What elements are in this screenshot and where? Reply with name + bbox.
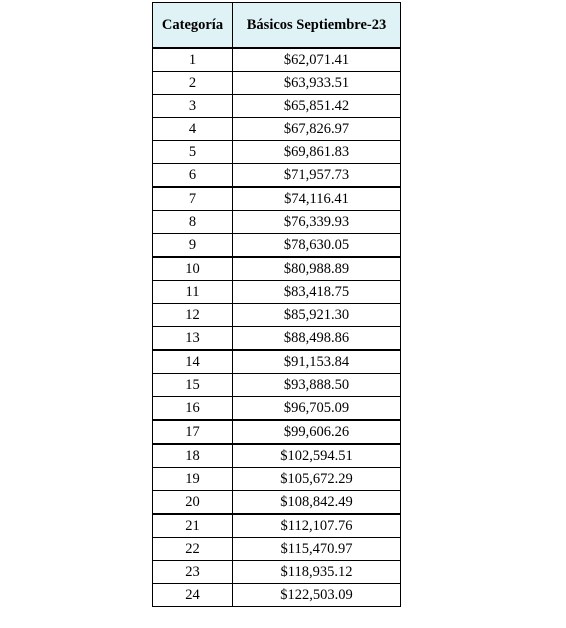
amount-cell: $112,107.76 <box>233 514 401 538</box>
table-row <box>153 374 401 397</box>
amount-cell: $108,842.49 <box>233 491 401 515</box>
amount-cell: $76,339.93 <box>233 211 401 234</box>
amount-cell: $93,888.50 <box>233 374 401 397</box>
table-row <box>153 164 401 188</box>
category-cell: 11 <box>153 281 233 304</box>
table-row <box>153 118 401 141</box>
category-cell: 16 <box>153 397 233 421</box>
category-cell: 7 <box>153 187 233 211</box>
amount-cell: $88,498.86 <box>233 327 401 351</box>
category-cell: 15 <box>153 374 233 397</box>
amount-cell: $83,418.75 <box>233 281 401 304</box>
amount-cell: $122,503.09 <box>233 584 401 607</box>
table-row <box>153 187 401 211</box>
table-row <box>153 491 401 515</box>
amount-cell: $102,594.51 <box>233 444 401 468</box>
category-cell: 18 <box>153 444 233 468</box>
category-cell: 12 <box>153 304 233 327</box>
category-cell: 9 <box>153 234 233 258</box>
category-cell: 20 <box>153 491 233 515</box>
amount-cell: $65,851.42 <box>233 95 401 118</box>
table-row <box>153 304 401 327</box>
table-row <box>153 141 401 164</box>
table-row <box>153 257 401 281</box>
table-row <box>153 327 401 351</box>
category-cell: 6 <box>153 164 233 188</box>
amount-cell: $118,935.12 <box>233 561 401 584</box>
table-row <box>153 281 401 304</box>
table-row <box>153 514 401 538</box>
table-header <box>153 3 401 49</box>
amount-cell: $78,630.05 <box>233 234 401 258</box>
amount-cell: $71,957.73 <box>233 164 401 188</box>
table-row <box>153 561 401 584</box>
amount-cell: $74,116.41 <box>233 187 401 211</box>
amount-cell: $96,705.09 <box>233 397 401 421</box>
table-row <box>153 48 401 72</box>
category-cell: 19 <box>153 468 233 491</box>
category-cell: 23 <box>153 561 233 584</box>
header-categoria: Categoría <box>153 3 233 49</box>
category-cell: 17 <box>153 420 233 444</box>
category-cell: 2 <box>153 72 233 95</box>
header-basicos: Básicos Septiembre-23 <box>233 3 401 49</box>
salary-table <box>152 2 401 607</box>
table-row <box>153 72 401 95</box>
amount-cell: $63,933.51 <box>233 72 401 95</box>
table-row <box>153 234 401 258</box>
category-cell: 14 <box>153 350 233 374</box>
category-cell: 5 <box>153 141 233 164</box>
table-row <box>153 420 401 444</box>
header-row <box>153 3 401 49</box>
table-row <box>153 468 401 491</box>
amount-cell: $62,071.41 <box>233 48 401 72</box>
category-cell: 10 <box>153 257 233 281</box>
table-row <box>153 444 401 468</box>
category-cell: 13 <box>153 327 233 351</box>
amount-cell: $115,470.97 <box>233 538 401 561</box>
table-row <box>153 95 401 118</box>
amount-cell: $105,672.29 <box>233 468 401 491</box>
table-body <box>153 48 401 607</box>
amount-cell: $85,921.30 <box>233 304 401 327</box>
category-cell: 3 <box>153 95 233 118</box>
table-row <box>153 350 401 374</box>
table-row <box>153 211 401 234</box>
category-cell: 21 <box>153 514 233 538</box>
table-row <box>153 397 401 421</box>
table-row <box>153 584 401 607</box>
category-cell: 22 <box>153 538 233 561</box>
amount-cell: $80,988.89 <box>233 257 401 281</box>
table-row <box>153 538 401 561</box>
category-cell: 1 <box>153 48 233 72</box>
amount-cell: $67,826.97 <box>233 118 401 141</box>
amount-cell: $91,153.84 <box>233 350 401 374</box>
category-cell: 8 <box>153 211 233 234</box>
category-cell: 4 <box>153 118 233 141</box>
amount-cell: $69,861.83 <box>233 141 401 164</box>
category-cell: 24 <box>153 584 233 607</box>
amount-cell: $99,606.26 <box>233 420 401 444</box>
